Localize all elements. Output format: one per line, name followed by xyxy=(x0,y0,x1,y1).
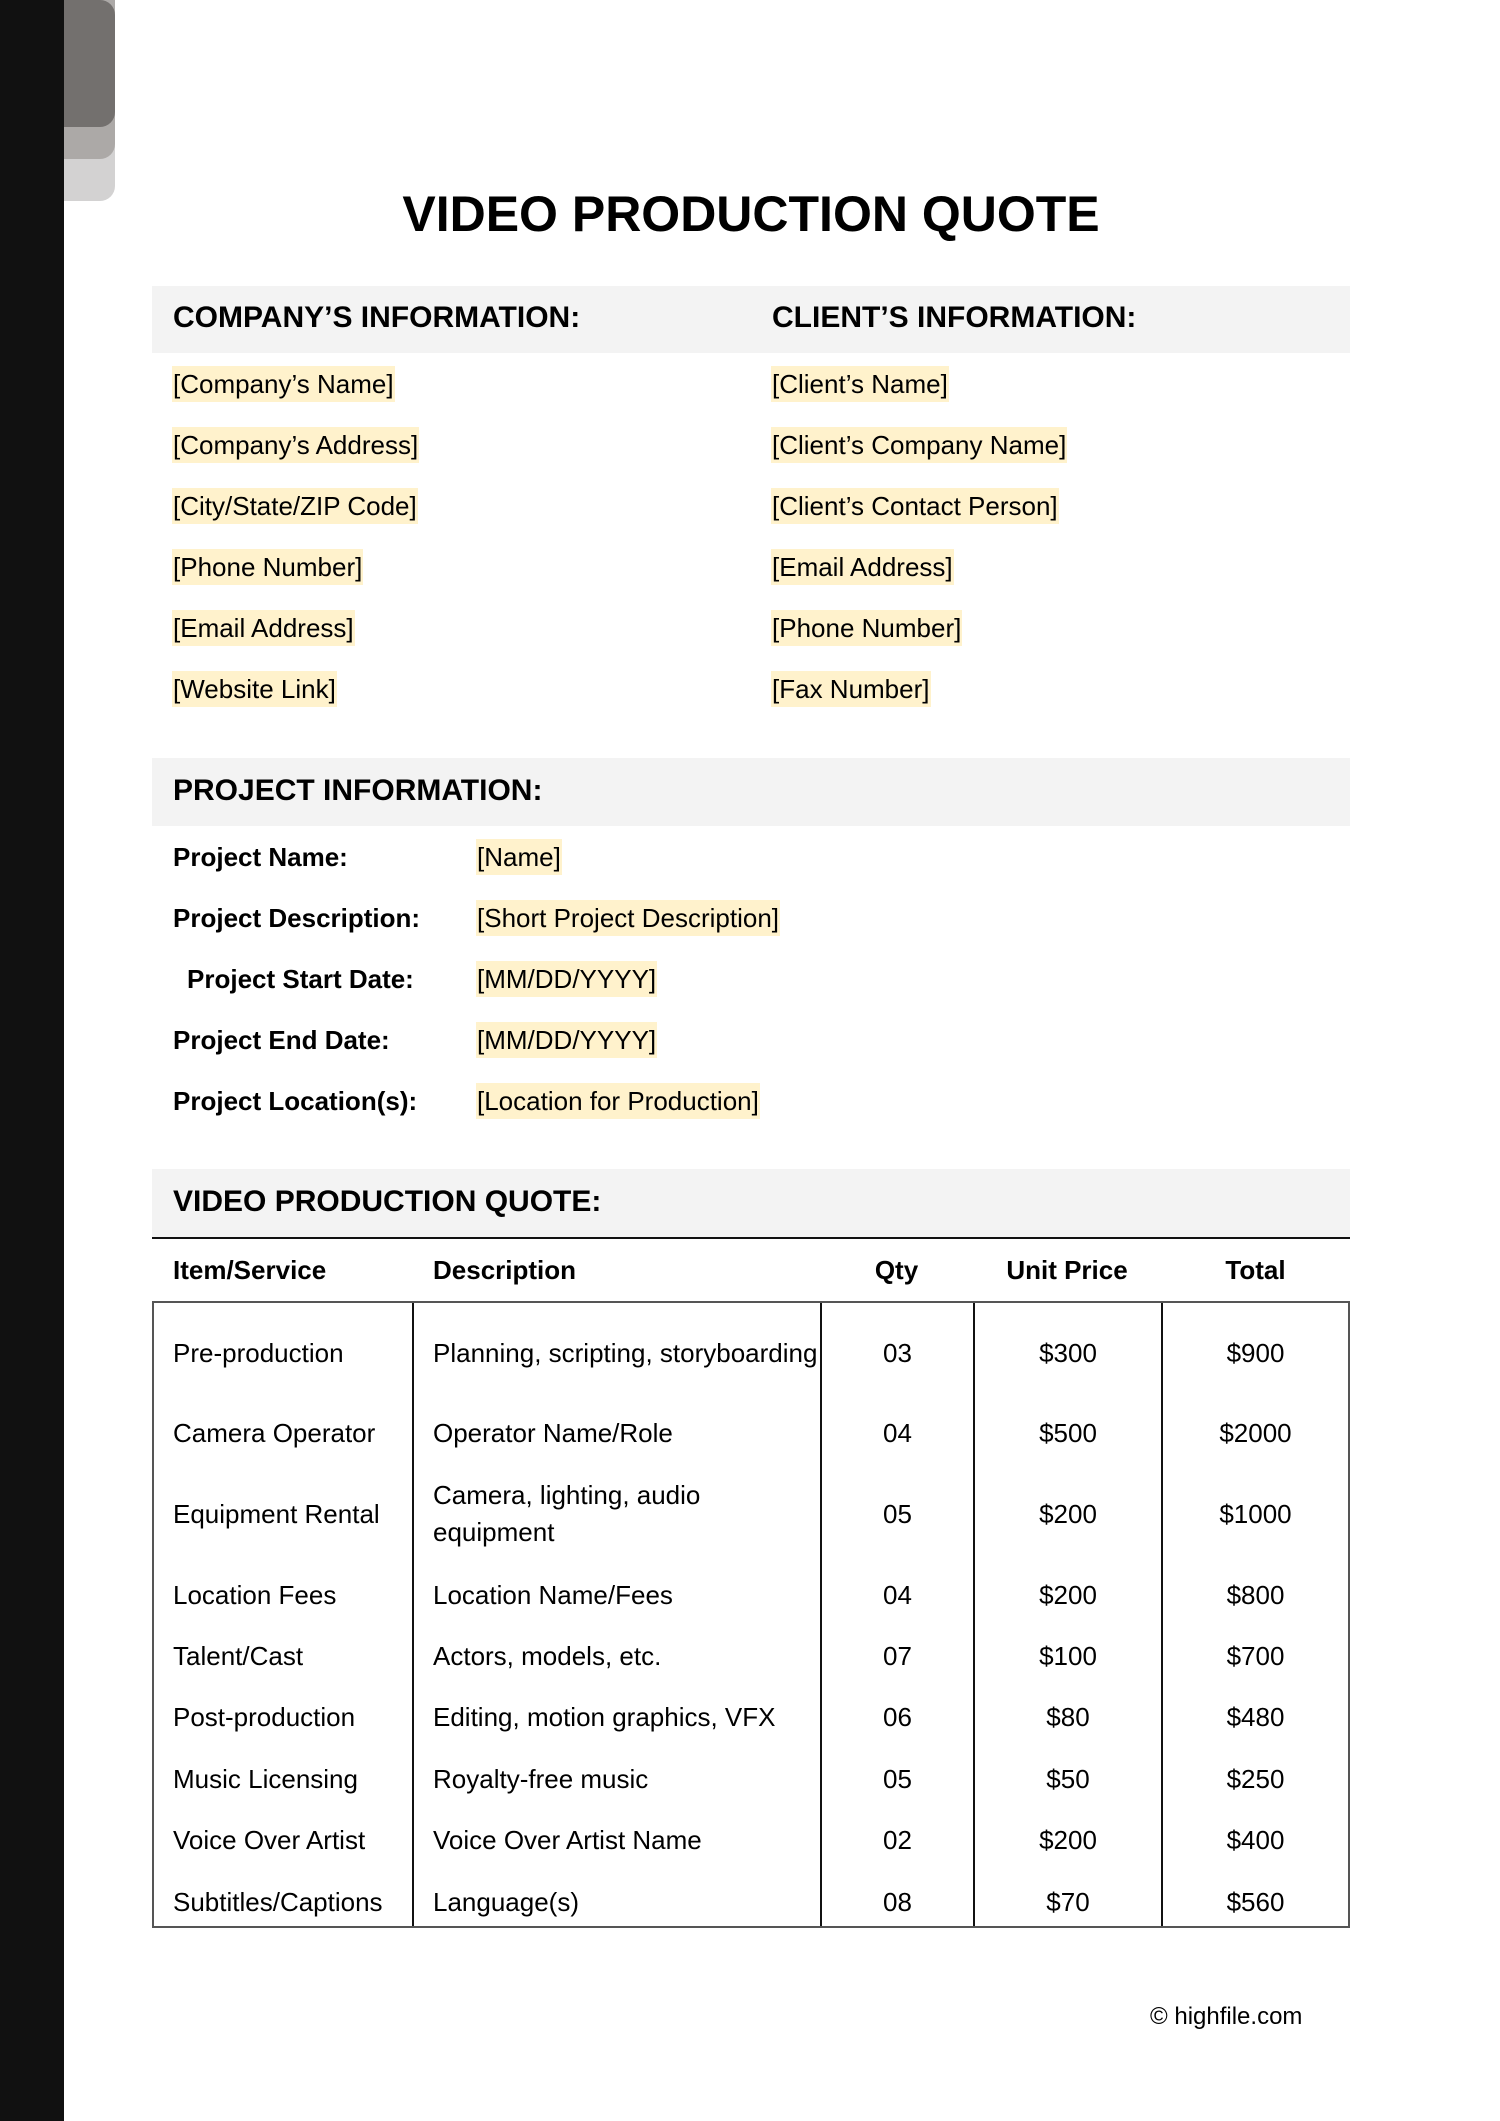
page-title: VIDEO PRODUCTION QUOTE xyxy=(402,186,1100,242)
column-header-unit-price: Unit Price xyxy=(1006,1255,1128,1285)
project-end-date-field[interactable]: [MM/DD/YYYY] xyxy=(476,1022,657,1058)
cell-total: $800 xyxy=(1226,1579,1285,1610)
table-row xyxy=(154,1626,1348,1687)
cell-qty: 07 xyxy=(883,1640,912,1671)
quote-divider xyxy=(152,1237,1350,1239)
cell-description: Editing, motion graphics, VFX xyxy=(433,1702,776,1733)
project-description-label: Project Description: xyxy=(173,903,421,933)
cell-unit-price: $80 xyxy=(1046,1702,1090,1733)
cell-item: Music Licensing xyxy=(173,1763,358,1794)
cell-total: $700 xyxy=(1226,1640,1285,1671)
cell-qty: 05 xyxy=(883,1498,912,1529)
quote-heading: VIDEO PRODUCTION QUOTE: xyxy=(173,1185,602,1218)
project-location-label: Project Location(s): xyxy=(173,1086,418,1116)
project-description-field[interactable]: [Short Project Description] xyxy=(476,900,780,936)
cell-total: $480 xyxy=(1226,1702,1285,1733)
cell-total: $560 xyxy=(1226,1886,1285,1917)
company-heading: COMPANY’S INFORMATION: xyxy=(173,301,581,334)
cell-qty: 04 xyxy=(883,1418,912,1449)
cell-qty: 02 xyxy=(883,1825,912,1856)
cell-total: $400 xyxy=(1226,1825,1285,1856)
cell-qty: 04 xyxy=(883,1579,912,1610)
client-company-field[interactable]: [Client’s Company Name] xyxy=(771,427,1067,463)
project-name-label: Project Name: xyxy=(173,842,348,872)
table-row xyxy=(154,1403,1348,1464)
client-contact-field[interactable]: [Client’s Contact Person] xyxy=(771,488,1059,524)
cell-item: Pre-production xyxy=(173,1337,344,1368)
cell-unit-price: $200 xyxy=(1039,1498,1097,1529)
cell-unit-price: $200 xyxy=(1039,1825,1097,1856)
company-website-field[interactable]: [Website Link] xyxy=(172,671,337,707)
table-row xyxy=(154,1871,1348,1932)
cell-unit-price: $70 xyxy=(1046,1886,1090,1917)
cell-description: Actors, models, etc. xyxy=(433,1640,662,1671)
column-header-item: Item/Service xyxy=(173,1255,327,1285)
column-header-qty: Qty xyxy=(874,1255,919,1285)
cell-qty: 08 xyxy=(883,1886,912,1917)
company-email-field[interactable]: [Email Address] xyxy=(172,610,355,646)
cell-description: Royalty-free music xyxy=(433,1763,649,1794)
cell-item: Post-production xyxy=(173,1702,356,1733)
table-row xyxy=(154,1464,1348,1564)
cell-unit-price: $500 xyxy=(1039,1418,1097,1449)
cell-unit-price: $50 xyxy=(1046,1763,1090,1794)
cell-item: Location Fees xyxy=(173,1579,337,1610)
cell-total: $2000 xyxy=(1219,1418,1292,1449)
table-row xyxy=(154,1303,1348,1403)
quote-table xyxy=(152,1301,1350,1928)
cell-description: Camera, lighting, audio equipment xyxy=(433,1480,701,1548)
cell-description: Voice Over Artist Name xyxy=(433,1825,702,1856)
cell-qty: 03 xyxy=(883,1337,912,1368)
cell-unit-price: $300 xyxy=(1039,1337,1097,1368)
copyright-footer: © highfile.com xyxy=(1150,2003,1303,2030)
cell-item: Subtitles/Captions xyxy=(173,1886,383,1917)
client-heading: CLIENT’S INFORMATION: xyxy=(772,301,1137,334)
cell-description: Location Name/Fees xyxy=(433,1579,673,1610)
client-email-field[interactable]: [Email Address] xyxy=(771,549,954,585)
project-start-date-field[interactable]: [MM/DD/YYYY] xyxy=(476,961,657,997)
cell-unit-price: $100 xyxy=(1039,1640,1097,1671)
cell-qty: 06 xyxy=(883,1702,912,1733)
company-city-field[interactable]: [City/State/ZIP Code] xyxy=(172,488,418,524)
cell-qty: 05 xyxy=(883,1763,912,1794)
client-phone-field[interactable]: [Phone Number] xyxy=(771,610,962,646)
cell-item: Camera Operator xyxy=(173,1418,376,1449)
project-start-date-label: Project Start Date: xyxy=(187,964,414,994)
company-name-field[interactable]: [Company’s Name] xyxy=(172,366,395,402)
table-row xyxy=(154,1687,1348,1748)
project-heading: PROJECT INFORMATION: xyxy=(173,774,543,807)
cell-total: $1000 xyxy=(1219,1498,1292,1529)
cell-total: $250 xyxy=(1226,1763,1285,1794)
company-phone-field[interactable]: [Phone Number] xyxy=(172,549,363,585)
cell-total: $900 xyxy=(1226,1337,1285,1368)
column-header-description: Description xyxy=(433,1255,577,1285)
cell-item: Equipment Rental xyxy=(173,1498,380,1529)
sidebar-strip xyxy=(0,0,64,2121)
cell-item: Voice Over Artist xyxy=(173,1825,366,1856)
table-row xyxy=(154,1564,1348,1625)
cell-description: Language(s) xyxy=(433,1886,579,1917)
cell-item: Talent/Cast xyxy=(173,1640,304,1671)
cell-unit-price: $200 xyxy=(1039,1579,1097,1610)
bookmark-tab-dark xyxy=(64,0,115,127)
table-row xyxy=(154,1749,1348,1810)
project-name-field[interactable]: [Name] xyxy=(476,839,562,875)
project-end-date-label: Project End Date: xyxy=(173,1025,390,1055)
client-name-field[interactable]: [Client’s Name] xyxy=(771,366,949,402)
table-row xyxy=(154,1810,1348,1871)
project-location-field[interactable]: [Location for Production] xyxy=(476,1083,760,1119)
cell-description: Planning, scripting, storyboarding xyxy=(433,1337,818,1368)
cell-description: Operator Name/Role xyxy=(433,1418,673,1449)
company-address-field[interactable]: [Company’s Address] xyxy=(172,427,419,463)
column-header-total: Total xyxy=(1225,1255,1286,1285)
client-fax-field[interactable]: [Fax Number] xyxy=(771,671,931,707)
